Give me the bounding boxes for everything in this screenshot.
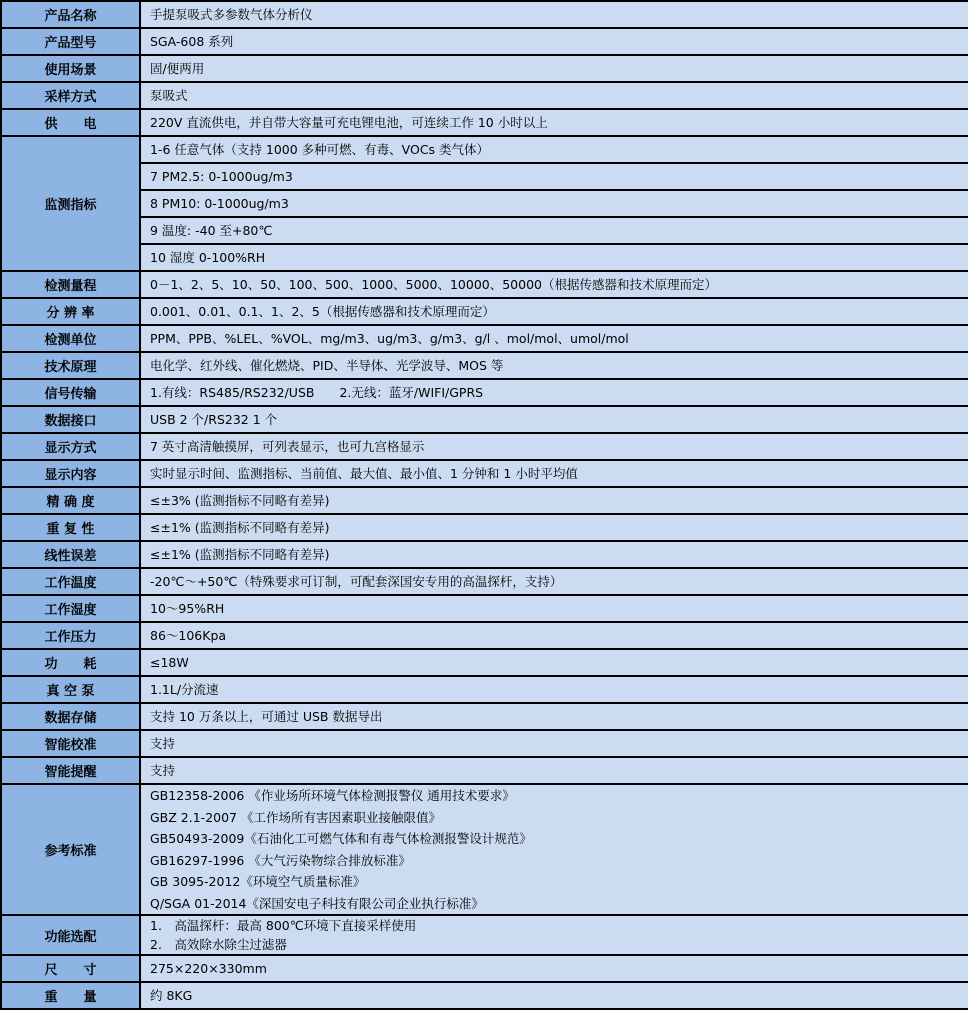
spec-label-use-scene: 使用场景 <box>1 55 140 82</box>
table-row <box>1 433 968 460</box>
table-row <box>1 730 968 757</box>
spec-label-linearity: 线性误差 <box>1 541 140 568</box>
standard-line: GB 3095-2012《环境空气质量标准》 <box>150 874 366 889</box>
spec-value-reference-standards <box>140 784 968 915</box>
spec-value-work-temp: -20℃～+50℃（特殊要求可订制，可配套深国安专用的高温探杆，支持） <box>140 568 968 595</box>
table-row <box>1 28 968 55</box>
table-row <box>1 379 968 406</box>
spec-value-power-consumption: ≤18W <box>140 649 968 676</box>
spec-value-repeatability: ≤±1% (监测指标不同略有差异) <box>140 514 968 541</box>
standard-line: GB12358-2006 《作业场所环境气体检测报警仪 通用技术要求》 <box>150 788 515 803</box>
standard-line: Q/SGA 01-2014《深国安电子科技有限公司企业执行标准》 <box>150 895 484 911</box>
table-row <box>1 244 968 271</box>
spec-label-signal: 信号传输 <box>1 379 140 406</box>
spec-value-data-storage: 支持 10 万条以上，可通过 USB 数据导出 <box>140 703 968 730</box>
spec-value-indicator-4: 9 温度: -40 至+80℃ <box>140 217 968 244</box>
spec-label-model: 产品型号 <box>1 28 140 55</box>
table-row <box>1 163 968 190</box>
spec-value-signal: 1.有线：RS485/RS232/USB 2.无线：蓝牙/WIFI/GPRS <box>140 379 968 406</box>
spec-value-display-content: 实时显示时间、监测指标、当前值、最大值、最小值、1 分钟和 1 小时平均值 <box>140 460 968 487</box>
table-row <box>1 298 968 325</box>
spec-value-power: 220V 直流供电，并自带大容量可充电锂电池，可连续工作 10 小时以上 <box>140 109 968 136</box>
standard-line: GB16297-1996 《大气污染物综合排放标准》 <box>150 852 411 868</box>
spec-value-smart-reminder: 支持 <box>140 757 968 784</box>
spec-label-work-pressure: 工作压力 <box>1 622 140 649</box>
table-row <box>1 109 968 136</box>
spec-value-model: SGA-608 系列 <box>140 28 968 55</box>
spec-value-weight: 约 8KG <box>140 982 968 1009</box>
spec-label-smart-calibration: 智能校准 <box>1 730 140 757</box>
table-row <box>1 757 968 784</box>
spec-label-repeatability: 重 复 性 <box>1 514 140 541</box>
spec-label-display-content: 显示内容 <box>1 460 140 487</box>
spec-value-linearity: ≤±1% (监测指标不同略有差异) <box>140 541 968 568</box>
spec-label-smart-reminder: 智能提醒 <box>1 757 140 784</box>
table-row <box>1 595 968 622</box>
standard-line: GBZ 2.1-2007 《工作场所有害因素职业接触限值》 <box>150 809 441 825</box>
spec-value-vacuum-pump: 1.1L/分流速 <box>140 676 968 703</box>
spec-value-range: 0－1、2、5、10、50、100、500、1000、5000、10000、50000（根据传感器和技术原理而定） <box>140 271 968 298</box>
spec-label-data-storage: 数据存储 <box>1 703 140 730</box>
table-row <box>1 352 968 379</box>
spec-label-weight: 重 量 <box>1 982 140 1009</box>
table-row <box>1 676 968 703</box>
table-row <box>1 190 968 217</box>
spec-label-power: 供 电 <box>1 109 140 136</box>
table-row <box>1 541 968 568</box>
spec-label-dimensions: 尺 寸 <box>1 955 140 982</box>
spec-label-vacuum-pump: 真 空 泵 <box>1 676 140 703</box>
table-row <box>1 514 968 541</box>
table-row <box>1 1 968 28</box>
spec-label-sampling: 采样方式 <box>1 82 140 109</box>
optional-feature-line: 1. 高温探杆：最高 800℃环境下直接采样使用 <box>150 918 417 933</box>
table-row <box>1 487 968 514</box>
table-row <box>1 622 968 649</box>
spec-value-indicator-1: 1-6 任意气体（支持 1000 多种可燃、有毒、VOCs 类气体） <box>140 136 968 163</box>
table-row <box>1 325 968 352</box>
spec-value-use-scene: 固/便两用 <box>140 55 968 82</box>
spec-value-resolution: 0.001、0.01、0.1、1、2、5（根据传感器和技术原理而定） <box>140 298 968 325</box>
spec-label-range: 检测量程 <box>1 271 140 298</box>
spec-label-resolution: 分 辨 率 <box>1 298 140 325</box>
optional-feature-line: 2. 高效除水除尘过滤器 <box>150 937 287 952</box>
spec-value-units: PPM、PPB、%LEL、%VOL、mg/m3、ug/m3、g/m3、g/l 、mol/mol、umol/mol <box>140 325 968 352</box>
spec-value-display-mode: 7 英寸高清触摸屏，可列表显示，也可九宫格显示 <box>140 433 968 460</box>
table-row <box>1 136 968 163</box>
spec-label-data-interface: 数据接口 <box>1 406 140 433</box>
spec-value-smart-calibration: 支持 <box>140 730 968 757</box>
table-row <box>1 784 968 915</box>
spec-value-data-interface: USB 2 个/RS232 1 个 <box>140 406 968 433</box>
spec-label-optional-features: 功能选配 <box>1 915 140 955</box>
spec-label-product-name: 产品名称 <box>1 1 140 28</box>
spec-value-work-humidity: 10～95%RH <box>140 595 968 622</box>
spec-label-display-mode: 显示方式 <box>1 433 140 460</box>
table-row <box>1 982 968 1009</box>
table-row <box>1 703 968 730</box>
spec-label-reference-standards: 参考标准 <box>1 784 140 915</box>
table-row <box>1 649 968 676</box>
spec-label-units: 检测单位 <box>1 325 140 352</box>
spec-label-principle: 技术原理 <box>1 352 140 379</box>
spec-value-product-name: 手提泵吸式多参数气体分析仪 <box>140 1 968 28</box>
table-row <box>1 460 968 487</box>
table-row <box>1 217 968 244</box>
standard-line: GB50493-2009《石油化工可燃气体和有毒气体检测报警设计规范》 <box>150 831 532 846</box>
spec-value-indicator-5: 10 湿度 0-100%RH <box>140 244 968 271</box>
spec-value-accuracy: ≤±3% (监测指标不同略有差异) <box>140 487 968 514</box>
table-row <box>1 915 968 955</box>
spec-value-work-pressure: 86～106Kpa <box>140 622 968 649</box>
table-row <box>1 568 968 595</box>
spec-value-principle: 电化学、红外线、催化燃烧、PID、半导体、光学波导、MOS 等 <box>140 352 968 379</box>
spec-value-sampling: 泵吸式 <box>140 82 968 109</box>
spec-label-work-humidity: 工作湿度 <box>1 595 140 622</box>
table-row <box>1 55 968 82</box>
table-row <box>1 955 968 982</box>
spec-value-indicator-3: 8 PM10: 0-1000ug/m3 <box>140 190 968 217</box>
spec-value-dimensions: 275×220×330mm <box>140 955 968 982</box>
spec-label-work-temp: 工作温度 <box>1 568 140 595</box>
table-row <box>1 82 968 109</box>
spec-label-accuracy: 精 确 度 <box>1 487 140 514</box>
table-row <box>1 271 968 298</box>
spec-label-monitor-indicators: 监测指标 <box>1 136 140 271</box>
spec-value-optional-features <box>140 915 968 955</box>
spec-value-indicator-2: 7 PM2.5: 0-1000ug/m3 <box>140 163 968 190</box>
table-row <box>1 406 968 433</box>
spec-label-power-consumption: 功 耗 <box>1 649 140 676</box>
